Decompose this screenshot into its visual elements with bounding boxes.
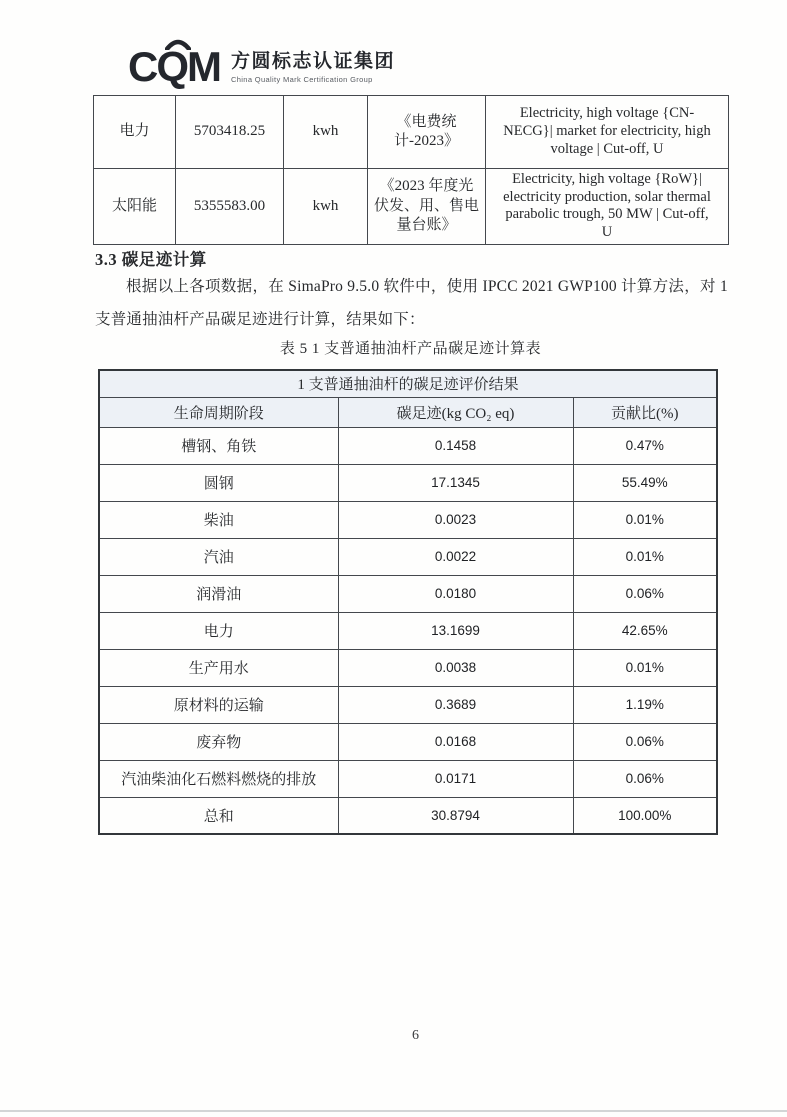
footprint-cell: 0.0168 (338, 723, 573, 760)
table-row (99, 427, 717, 464)
energy-unit-cell: kwh (284, 169, 368, 245)
table-row (99, 612, 717, 649)
header-share: 贡献比(%) (573, 397, 717, 427)
energy-process-cell: Electricity, high voltage {CN-NECG}| market for electricity, high voltage | Cut-off, U (486, 96, 729, 169)
stage-cell: 汽油 (99, 538, 338, 575)
stage-cell: 原材料的运输 (99, 686, 338, 723)
stage-cell: 电力 (99, 612, 338, 649)
footprint-cell: 0.3689 (338, 686, 573, 723)
result-table-title-row (99, 370, 717, 397)
cqm-logo-mark (128, 43, 220, 90)
stage-cell: 柴油 (99, 501, 338, 538)
body-paragraph: 根据以上各项数据，在 SimaPro 9.5.0 软件中，使用 IPCC 2021 GWP100 计算方法，对 1 支普通抽油杆产品碳足迹进行计算，结果如下： (95, 278, 728, 328)
footprint-cell: 0.1458 (338, 427, 573, 464)
energy-input-table (93, 95, 729, 245)
share-cell: 0.06% (573, 760, 717, 797)
cqm-logo-names (231, 46, 395, 84)
table-row (99, 575, 717, 612)
table-row (99, 464, 717, 501)
page-number: 6 (412, 1028, 419, 1043)
share-cell: 1.19% (573, 686, 717, 723)
share-cell: 100.00% (573, 797, 717, 834)
stage-cell: 生产用水 (99, 649, 338, 686)
header-footprint: 碳足迹(kg CO₂ eq) (338, 397, 573, 427)
share-cell: 0.01% (573, 538, 717, 575)
table-row (99, 501, 717, 538)
footprint-cell: 0.0038 (338, 649, 573, 686)
energy-row-electricity (94, 96, 729, 169)
footprint-cell: 30.8794 (338, 797, 573, 834)
share-cell: 55.49% (573, 464, 717, 501)
stage-cell: 废弃物 (99, 723, 338, 760)
table-caption: 表 5 1 支普通抽油杆产品碳足迹计算表 (279, 341, 542, 357)
energy-source-cell: 《2023 年度光伏发、用、售电量台账》 (368, 169, 486, 245)
stage-cell: 润滑油 (99, 575, 338, 612)
footprint-cell: 13.1699 (338, 612, 573, 649)
energy-row-solar (94, 169, 729, 245)
table-row (99, 760, 717, 797)
energy-item-cell: 电力 (94, 96, 176, 169)
footprint-cell: 0.0180 (338, 575, 573, 612)
share-cell: 42.65% (573, 612, 717, 649)
share-cell: 0.01% (573, 501, 717, 538)
footprint-cell: 0.0023 (338, 501, 573, 538)
footprint-result-table (98, 369, 718, 835)
footprint-cell: 0.0171 (338, 760, 573, 797)
energy-amount-cell: 5355583.00 (176, 169, 284, 245)
share-cell: 0.06% (573, 575, 717, 612)
table-row (99, 797, 717, 834)
logo-chinese-name: 方圆标志认证集团 (231, 51, 396, 72)
cqm-logo (128, 43, 396, 90)
footprint-cell: 17.1345 (338, 464, 573, 501)
stage-cell: 槽钢、角铁 (99, 427, 338, 464)
scan-edge-shadow (0, 1110, 787, 1112)
energy-amount-cell: 5703418.25 (176, 96, 284, 169)
logo-english-name: China Quality Mark Certification Group (231, 74, 373, 84)
share-cell: 0.06% (573, 723, 717, 760)
share-cell: 0.01% (573, 649, 717, 686)
stage-cell: 汽油柴油化石燃料燃烧的排放 (99, 760, 338, 797)
energy-source-cell: 《电费统计-2023》 (368, 96, 486, 169)
share-cell: 0.47% (573, 427, 717, 464)
footprint-cell: 0.0022 (338, 538, 573, 575)
header-lifecycle-stage: 生命周期阶段 (99, 397, 338, 427)
table-row (99, 686, 717, 723)
stage-cell: 总和 (99, 797, 338, 834)
table-row (99, 538, 717, 575)
cqm-logo-text: CQM (128, 43, 220, 90)
cqm-logo-arc-icon (165, 37, 191, 48)
result-table-header-row (99, 397, 717, 427)
table-row (99, 723, 717, 760)
energy-process-cell: Electricity, high voltage {RoW}| electricity production, solar thermal parabolic trough, 50 MW | Cut-off, U (486, 169, 729, 245)
stage-cell: 圆钢 (99, 464, 338, 501)
result-table-title: 1 支普通抽油杆的碳足迹评价结果 (99, 370, 717, 397)
section-heading: 3.3 碳足迹计算 (95, 250, 207, 269)
energy-item-cell: 太阳能 (94, 169, 176, 245)
energy-unit-cell: kwh (284, 96, 368, 169)
table-row (99, 649, 717, 686)
